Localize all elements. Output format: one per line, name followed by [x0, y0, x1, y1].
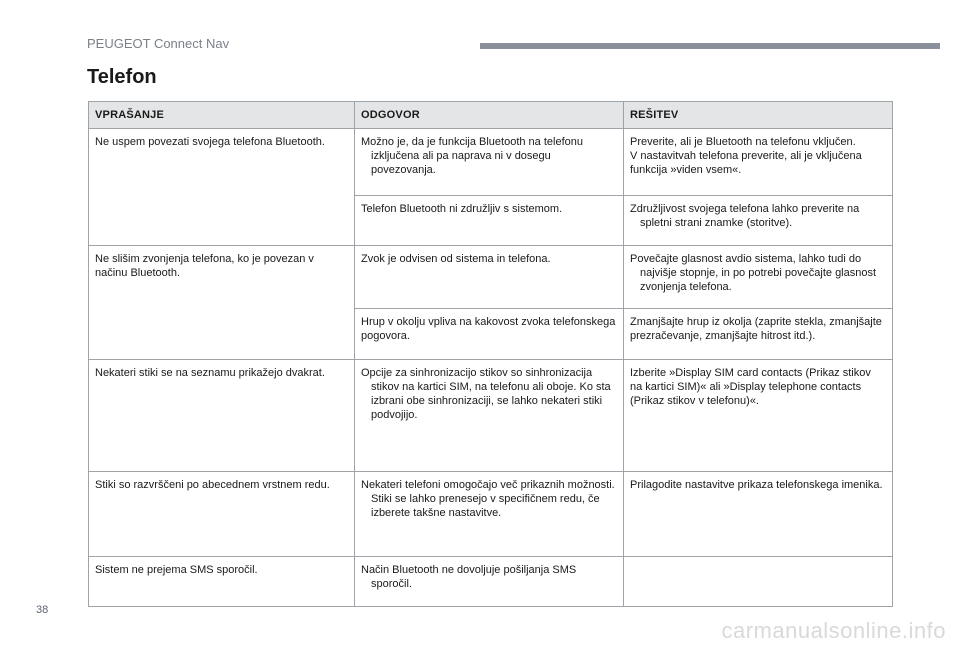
question-text: Stiki so razvrščeni po abecednem vrstnem redu.	[95, 479, 330, 491]
solution-text: Združljivost svojega telefona lahko preverite na spletni strani znamke (storitve).	[630, 203, 860, 229]
question-text: Ne uspem povezati svojega telefona Bluetooth.	[95, 136, 325, 148]
solution-cell	[624, 360, 893, 472]
table-row	[89, 557, 893, 607]
question-text: Ne slišim zvonjenja telefona, ko je povezan v načinu Bluetooth.	[95, 253, 314, 279]
question-cell	[89, 129, 355, 246]
solution-text: Izberite »Display SIM card contacts (Prikaz stikov na kartici SIM)« ali »Display telephone contacts (Prikaz stikov v telefonu)«.	[630, 367, 871, 407]
solution-cell	[624, 196, 893, 246]
solution-cell	[624, 557, 893, 607]
solution-cell	[624, 246, 893, 309]
answer-text: Možno je, da je funkcija Bluetooth na telefonu izključena ali pa naprava ni v dosegu povezovanja.	[361, 136, 583, 176]
answer-cell	[355, 196, 624, 246]
watermark: carmanualsonline.info	[721, 618, 946, 643]
question-cell	[89, 246, 355, 360]
column-header-answer: ODGOVOR	[355, 102, 624, 129]
table-row	[89, 360, 893, 472]
answer-text: Nekateri telefoni omogočajo več prikaznih možnosti. Stiki se lahko prenesejo v specifičnem redu, če izberete takšne nastavitve.	[361, 479, 615, 519]
table-row	[89, 472, 893, 557]
answer-cell	[355, 246, 624, 309]
answer-text: Opcije za sinhronizacijo stikov so sinhronizacija stikov na kartici SIM, na telefonu ali oboje. Ko sta izbrani obe sinhronizaciji, se lahko nekateri stiki podvojijo.	[361, 367, 611, 421]
answer-cell	[355, 309, 624, 360]
question-cell	[89, 360, 355, 472]
answer-text: Zvok je odvisen od sistema in telefona.	[361, 253, 551, 265]
header-divider-bar	[480, 43, 940, 49]
answer-cell	[355, 472, 624, 557]
answer-text: Hrup v okolju vpliva na kakovost zvoka telefonskega pogovora.	[361, 316, 616, 342]
table-header-row	[89, 102, 893, 129]
solution-text: Preverite, ali je Bluetooth na telefonu vključen. V nastavitvah telefona preverite, ali je vključena funkcija »viden vsem«.	[630, 136, 862, 176]
question-text: Sistem ne prejema SMS sporočil.	[95, 564, 258, 576]
solution-text: Zmanjšajte hrup iz okolja (zaprite stekla, zmanjšajte prezračevanje, zmanjšajte hitrost itd.).	[630, 316, 882, 342]
solution-text: Povečajte glasnost avdio sistema, lahko tudi do najvišje stopnje, in po potrebi povečajte glasnost zvonjenja telefona.	[630, 253, 877, 293]
question-cell	[89, 472, 355, 557]
table-row	[89, 246, 893, 309]
troubleshooting-table	[88, 101, 893, 607]
answer-cell	[355, 557, 624, 607]
solution-cell	[624, 309, 893, 360]
answer-text: Način Bluetooth ne dovoljuje pošiljanja SMS sporočil.	[361, 564, 577, 590]
answer-cell	[355, 360, 624, 472]
manual-header-label: PEUGEOT Connect Nav	[87, 36, 230, 51]
column-header-question: VPRAŠANJE	[89, 102, 355, 129]
answer-text: Telefon Bluetooth ni združljiv s sistemom.	[361, 203, 563, 215]
page-number: 38	[36, 604, 49, 616]
page-title: Telefon	[87, 66, 157, 88]
table-row	[89, 129, 893, 196]
question-cell	[89, 557, 355, 607]
solution-text: Prilagodite nastavitve prikaza telefonskega imenika.	[630, 479, 883, 491]
column-header-solution: REŠITEV	[624, 102, 893, 129]
solution-cell	[624, 129, 893, 196]
solution-cell	[624, 472, 893, 557]
question-text: Nekateri stiki se na seznamu prikažejo dvakrat.	[95, 367, 325, 379]
answer-cell	[355, 129, 624, 196]
